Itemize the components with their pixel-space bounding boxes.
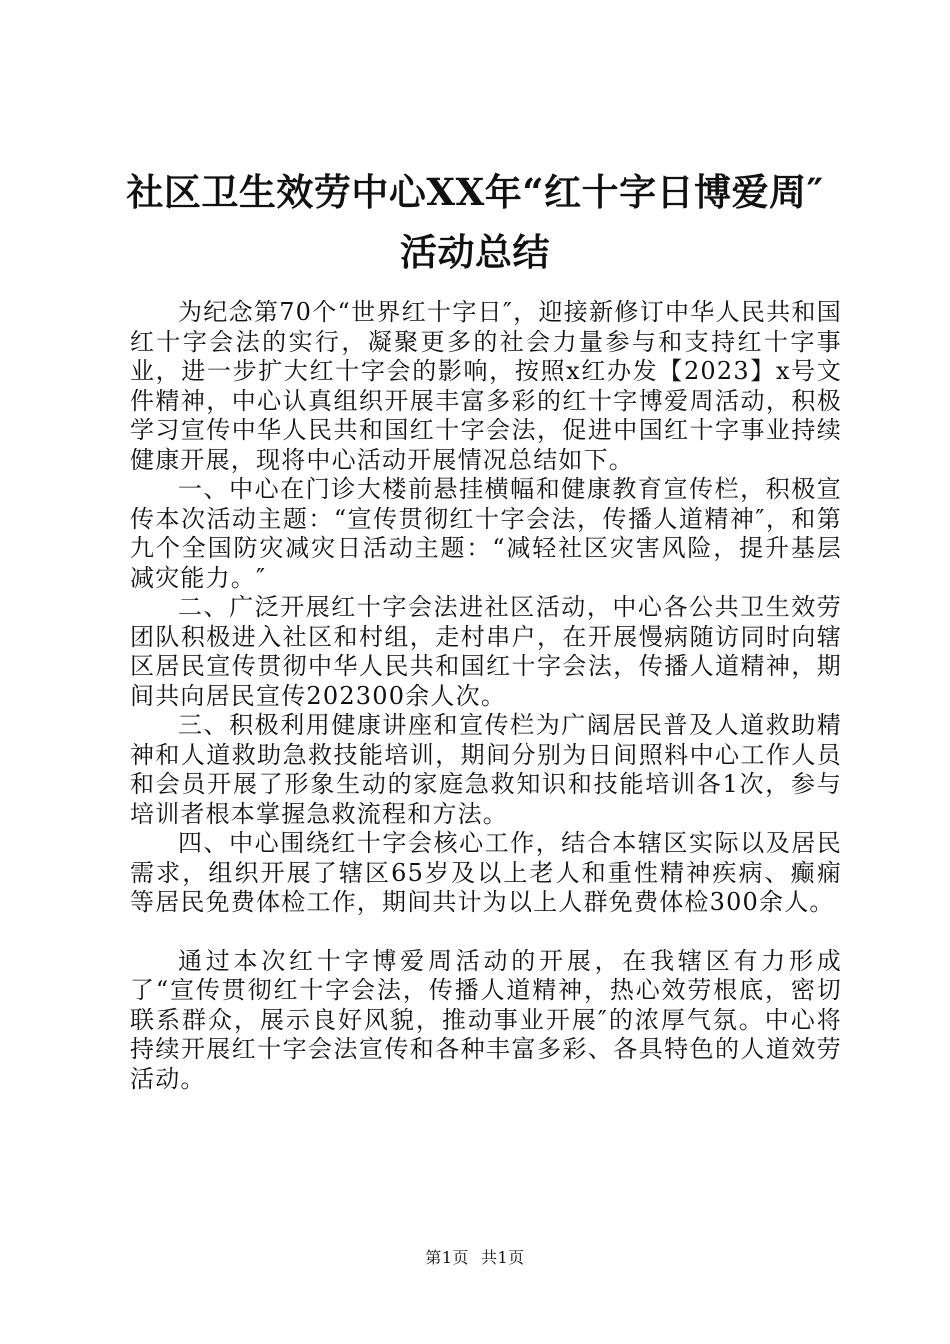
document-title-line-2: 活动总结 xyxy=(400,230,550,274)
paragraph-item-1: 一、中心在门诊大楼前悬挂横幅和健康教育宣传栏，积极宣传本次活动主题：“宣传贯彻红十字会法，传播人道精神″，和第九个全国防灾减灾日活动主题：“减轻社区灾害风险，提升基层减灾能力。″ xyxy=(130,475,842,592)
document-title-line-1: 社区卫生效劳中心XX年“红十字日博爱周″ xyxy=(126,170,824,214)
paragraph-conclusion: 通过本次红十字博爱周活动的开展，在我辖区有力形成了“宣传贯彻红十字会法，传播人道精神，热心效劳根底，密切联系群众，展示良好风貌，推动事业开展″的浓厚气氛。中心将持续开展红十字会法宣传和各种丰富多彩、各具特色的人道效劳活动。 xyxy=(130,946,842,1093)
paragraph-item-3: 三、积极利用健康讲座和宣传栏为广阔居民普及人道救助精神和人道救助急救技能培训，期间分别为日间照料中心工作人员和会员开展了形象生动的家庭急救知识和技能培训各1次，参与培训者根本掌握急救流程和方法。 xyxy=(130,711,842,828)
paragraph-item-4: 四、中心围绕红十字会核心工作，结合本辖区实际以及居民需求，组织开展了辖区65岁及以上老人和重性精神疾病、癫痫等居民免费体检工作，期间共计为以上人群免费体检300余人。 xyxy=(130,829,842,916)
document-body xyxy=(130,298,842,1094)
page-total: 共1页 xyxy=(481,1248,525,1267)
page-number: 第1页 xyxy=(425,1248,469,1267)
paragraph-intro: 为纪念第70个“世界红十字日″，迎接新修订中华人民共和国红十字会法的实行，凝聚更多的社会力量参与和支持红十字事业，进一步扩大红十字会的影响，按照x红办发【2023】x号文件精神，中心认真组织开展丰富多彩的红十字博爱周活动，积极学习宣传中华人民共和国红十字会法，促进中国红十字事业持续健康开展，现将中心活动开展情况总结如下。 xyxy=(130,298,842,474)
paragraph-item-2: 二、广泛开展红十字会法进社区活动，中心各公共卫生效劳团队积极进入社区和村组，走村串户，在开展慢病随访同时向辖区居民宣传贯彻中华人民共和国红十字会法，传播人道精神，期间共向居民宣传202300余人次。 xyxy=(130,593,842,710)
page-footer xyxy=(0,1245,950,1268)
